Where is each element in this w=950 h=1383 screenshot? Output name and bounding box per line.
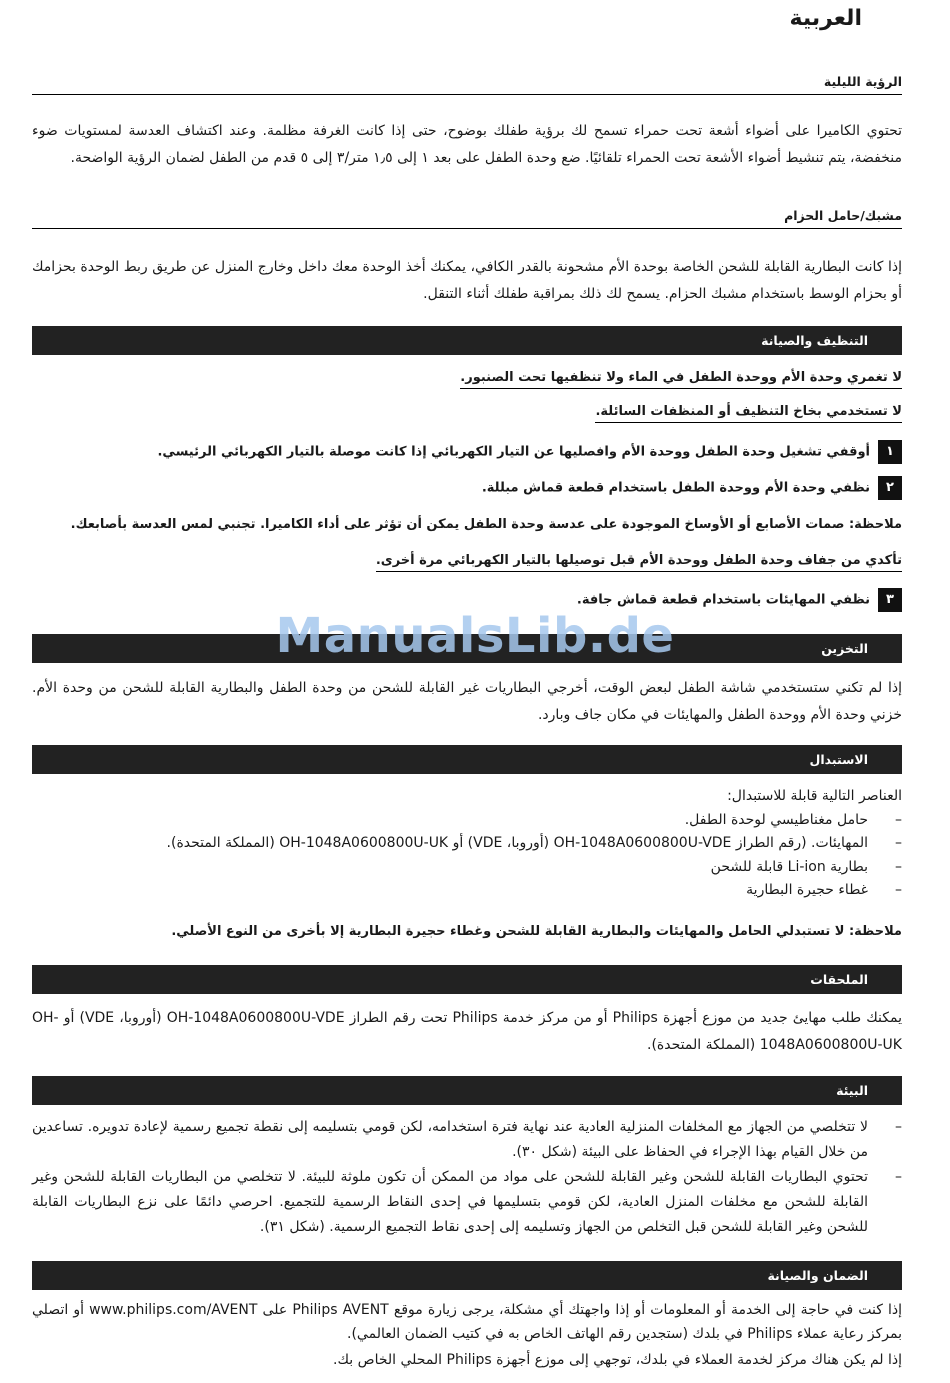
night-vision-text: تحتوي الكاميرا على أضواء أشعة تحت حمراء تسمح لك برؤية طفلك بوضوح، حتى إذا كانت الغرفة مظلمة. وعند اكتشاف العدسة لمستويات ضوء منخفضة، يتم تنشيط أضواء الأشعة تحت الحمراء تلقائيًا. ضع وحدة الطفل على بعد ١ إلى ١٫٥ متر/٣ إلى ٥ قدم من الطفل لضمان الرؤية الواضحة. [32, 123, 902, 166]
replacement-list [32, 785, 902, 903]
section-heading-night-vision: الرؤية الليلية [32, 74, 902, 95]
watermark-text: ManualsLib.de [275, 608, 675, 664]
list-item: – غطاء حجيرة البطارية [746, 882, 902, 898]
section-heading-storage: التخزين [32, 634, 902, 663]
guarantee-text: إذا كنت في حاجة إلى الخدمة أو المعلومات أو إذا واجهتك أي مشكلة، يرجى زيارة موقع Philips AVENT على www.philips.com/AVENT أو اتصلي بمركز رعاية عملاء Philips في بلدك (ستجدين رقم الهاتف الخاص به في كتيب الضمان العالمي). [32, 1302, 903, 1342]
environment-list [32, 1115, 902, 1240]
list-item: – بطارية Li-ion قابلة للشحن [710, 858, 902, 875]
language-title: العربية [789, 6, 862, 31]
replacement-note: ملاحظة: لا تستبدلي الحامل والمهايئات والبطارية القابلة للشحن وغطاء حجيرة البطارية إلا بأخرى من النوع الأصلي. [171, 924, 902, 939]
cleaning-note: ملاحظة: صمات الأصابع أو الأوساخ الموجودة على عدسة وحدة الطفل يمكن أن تؤثر على أداء الكاميرا. تجنبي لمس العدسة بأصابعك. [70, 517, 902, 532]
list-item: – المهايئات. (رقم الطراز OH-1048A0600800U-VDE (أوروبا، VDE) أو OH-1048A0600800U-UK (المملكة المتحدة). [166, 835, 902, 851]
replacement-intro: العناصر التالية قابلة للاستبدال: [727, 788, 902, 804]
step-number: ٣ [878, 588, 902, 612]
list-item: – تحتوي البطاريات القابلة للشحن وغير القابلة للشحن على مواد من الممكن أن تكون ملوثة للبيئة. لا تتخلصي من البطاريات القابلة للشحن وغير القابلة للشحن مع مخلفات المنزل العادية، لكن قومي بتسليمها في إحدى النقاط الرسمية للتجميع. احرصي دائمًا على نزع البطاريات القابلة للشحن وغير القابلة للشحن قبل التخلص من الجهاز وتسليمه إلى إحدى نقاط التجميع الرسمية. (شكل ٣١). [32, 1169, 902, 1235]
belt-clip-text: إذا كانت البطارية القابلة للشحن الخاصة بوحدة الأم مشحونة بالقدر الكافي، يمكنك أخذ الوحدة معك داخل وخارج المنزل عن طريق ربط الوحدة بحزامك أو بحزام الوسط باستخدام مشبك الحزام. يسمح لك ذلك بمراقبة طفلك أثناء التنقل. [32, 259, 902, 302]
section-heading-environment: البيئة [32, 1076, 902, 1105]
storage-text: إذا لم تكني ستستخدمي شاشة الطفل لبعض الوقت، أخرجي البطاريات غير القابلة للشحن من وحدة الطفل والبطارية القابلة للشحن من وحدة الأم. خزني وحدة الأم ووحدة الطفل والمهايئات في مكان جاف وبارد. [32, 680, 902, 723]
section-heading-accessories: الملحقات [32, 965, 902, 994]
section-heading-guarantee: الضمان والصيانة [32, 1261, 902, 1290]
section-heading-cleaning: التنظيف والصيانة [32, 326, 902, 355]
section-heading-replacement: الاستبدال [32, 745, 902, 774]
cleaning-warning-water: لا تغمري وحدة الأم ووحدة الطفل في الماء ولا تنظفيها تحت الصنبور. [32, 370, 902, 385]
step-number: ١ [878, 440, 902, 464]
section-heading-belt-clip: مشبك/حامل الحزام [32, 208, 902, 229]
cleaning-step-2 [32, 476, 902, 501]
cleaning-warning-spray: لا تستخدمي بخاخ التنظيف أو المنظفات السائلة. [32, 404, 902, 419]
step-number: ٢ [878, 476, 902, 500]
cleaning-warning-dry: تأكدي من جفاف وحدة الطفل ووحدة الأم قبل توصيلها بالتيار الكهربائي مرة أخرى. [32, 553, 902, 568]
guarantee-text-2: إذا لم يكن هناك مركز لخدمة العملاء في بلدك، توجهي إلى موزع أجهزة Philips المحلي الخاص بك. [333, 1352, 902, 1368]
cleaning-step-1 [32, 440, 902, 465]
step-text: أوقفي تشغيل وحدة الطفل ووحدة الأم وافصليها عن التيار الكهربائي إذا كانت موصلة بالتيار الكهربائي الرئيسي. [157, 444, 870, 460]
manual-page [32, 0, 902, 1383]
list-item: – لا تتخلصي من الجهاز مع المخلفات المنزلية العادية عند نهاية فترة استخدامه، لكن قومي بتسليمه إلى نقطة تجميع رسمية لإعادة تدويره. تساعدين من خلال القيام بهذا الإجراء في الحفاظ على البيئة (شكل ٣٠). [32, 1119, 902, 1160]
list-item: – حامل مغناطيسي لوحدة الطفل. [684, 811, 902, 828]
step-text: نظفي وحدة الأم ووحدة الطفل باستخدام قطعة قماش مبللة. [481, 480, 870, 496]
accessories-text: يمكنك طلب مهايئ جديد من موزع أجهزة Philips أو من مركز خدمة Philips تحت رقم الطراز OH-1048A0600800U-VDE (أوروبا، VDE) أو OH-1048A0600800U-UK (المملكة المتحدة). [32, 1010, 902, 1053]
step-text: نظفي المهايئات باستخدام قطعة قماش جافة. [576, 592, 870, 608]
